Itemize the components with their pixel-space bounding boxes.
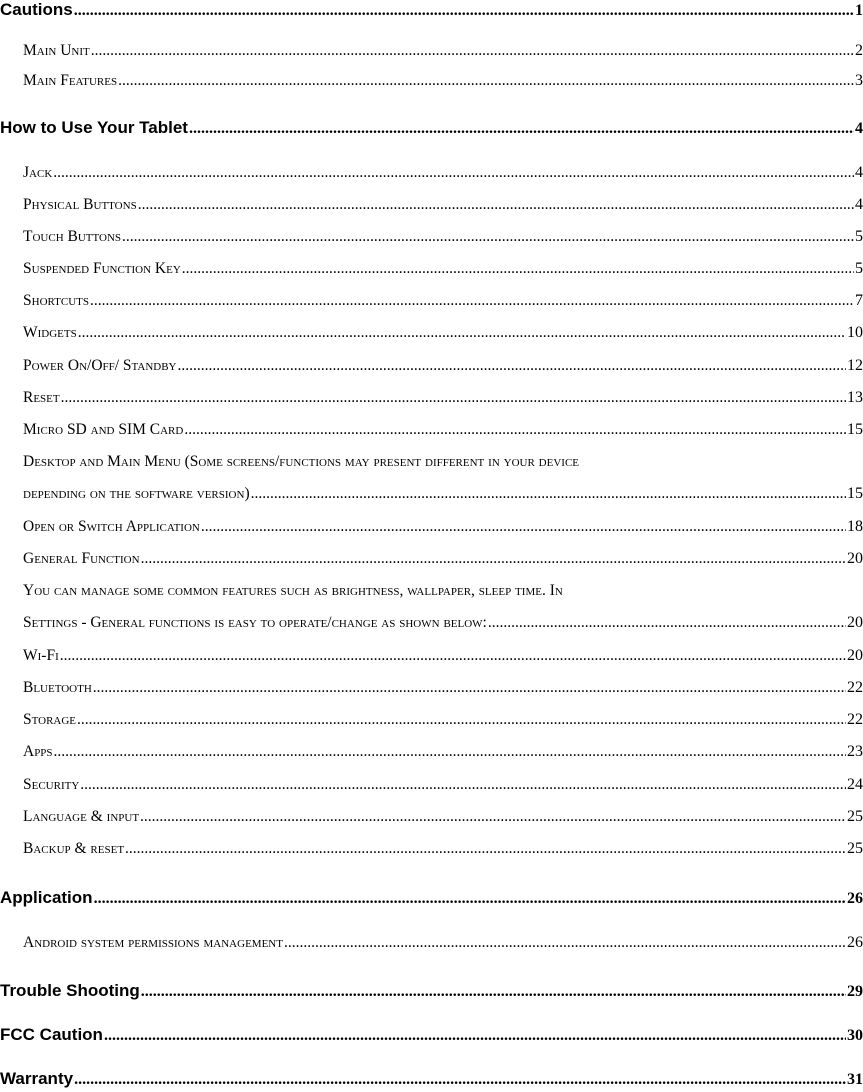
toc-page-number: 5 xyxy=(855,260,863,277)
toc-title: Reset xyxy=(23,389,60,406)
toc-title: Suspended Function Key xyxy=(23,260,181,277)
toc-entry-widgets[interactable] xyxy=(0,324,863,342)
toc-title: Language & input xyxy=(23,808,140,825)
toc-page-number: 10 xyxy=(847,324,863,341)
toc-title: Wi-Fi xyxy=(23,647,59,664)
dot-leader xyxy=(488,614,846,632)
toc-entry-jack[interactable] xyxy=(0,164,863,182)
toc-page-number: 20 xyxy=(847,550,863,567)
toc-entry-language[interactable] xyxy=(0,808,863,826)
toc-title: Bluetooth xyxy=(23,679,92,696)
dot-leader xyxy=(178,357,846,375)
toc-title: How to Use Your Tablet xyxy=(0,118,188,137)
dot-leader xyxy=(122,228,854,246)
toc-page-number: 25 xyxy=(847,840,863,857)
dot-leader xyxy=(74,1071,846,1089)
dot-leader xyxy=(60,647,846,665)
toc-entry-storage[interactable] xyxy=(0,711,863,729)
toc-page-number: 20 xyxy=(847,647,863,664)
toc-entry-security[interactable] xyxy=(0,776,863,794)
dot-leader xyxy=(54,743,846,761)
toc-entry-apps[interactable] xyxy=(0,743,863,761)
toc-entry-manage-line1[interactable]: You can manage some common features such as brightness, wallpaper, sleep time. In xyxy=(23,582,563,599)
toc-page-number: 3 xyxy=(855,72,863,89)
toc-title: Backup & reset xyxy=(23,840,125,857)
toc-page-number: 5 xyxy=(855,228,863,245)
dot-leader xyxy=(77,711,846,729)
toc-entry-cautions[interactable] xyxy=(0,0,863,20)
toc-page-number: 22 xyxy=(847,711,863,728)
toc-page-number: 12 xyxy=(847,357,863,374)
toc-entry-backup[interactable] xyxy=(0,840,863,858)
toc-title: Main Features xyxy=(23,72,118,89)
toc-entry-physical-buttons[interactable] xyxy=(0,196,863,214)
toc-title: Application xyxy=(0,888,93,907)
toc-entry-fcc-caution[interactable] xyxy=(0,1025,863,1045)
toc-entry-power[interactable] xyxy=(0,357,863,375)
dot-leader xyxy=(91,42,854,60)
dot-leader xyxy=(141,983,846,1001)
toc-entry-general-function[interactable] xyxy=(0,550,863,568)
toc-page-number: 15 xyxy=(847,421,863,438)
toc-title: Micro SD and SIM Card xyxy=(23,421,184,438)
dot-leader xyxy=(61,389,846,407)
toc-page-number: 26 xyxy=(847,934,863,951)
dot-leader xyxy=(118,72,854,90)
toc-entry-how-to-use[interactable] xyxy=(0,118,863,138)
toc-entry-suspended-function-key[interactable] xyxy=(0,260,863,278)
toc-page-number: 30 xyxy=(847,1027,863,1044)
toc-entry-manage[interactable] xyxy=(0,614,863,632)
toc-title: Physical Buttons xyxy=(23,196,137,213)
dot-leader xyxy=(182,260,854,278)
toc-entry-micro-sd[interactable] xyxy=(0,421,863,439)
toc-title: Shortcuts xyxy=(23,292,90,309)
toc-title: Jack xyxy=(23,164,53,181)
toc-page-number: 1 xyxy=(855,2,863,19)
toc-title: Android system permissions management xyxy=(23,934,283,951)
toc-page-number: 15 xyxy=(847,485,863,502)
toc-entry-main-features[interactable] xyxy=(0,72,863,90)
toc-title: Security xyxy=(23,776,80,793)
toc-title-cont: Settings - General functions is easy to operate/change as shown below: xyxy=(23,614,487,631)
dot-leader xyxy=(189,120,854,138)
toc-entry-trouble-shooting[interactable] xyxy=(0,981,863,1001)
toc-entry-touch-buttons[interactable] xyxy=(0,228,863,246)
toc-page-number: 7 xyxy=(855,292,863,309)
toc-title: FCC Caution xyxy=(0,1025,103,1044)
dot-leader xyxy=(78,324,846,342)
toc-page-number: 24 xyxy=(847,776,863,793)
toc-entry-wifi[interactable] xyxy=(0,647,863,665)
toc-title: Apps xyxy=(23,743,53,760)
toc-page-number: 26 xyxy=(847,890,863,907)
toc-page-number: 25 xyxy=(847,808,863,825)
dot-leader xyxy=(74,2,854,20)
toc-entry-shortcuts[interactable] xyxy=(0,292,863,310)
dot-leader xyxy=(104,1027,846,1045)
toc-page-number: 4 xyxy=(855,196,863,213)
toc-title: Touch Buttons xyxy=(23,228,122,245)
toc-title-cont: depending on the software version) xyxy=(23,485,250,502)
toc-title: Warranty xyxy=(0,1069,74,1088)
toc-entry-application[interactable] xyxy=(0,888,863,908)
toc-entry-main-unit[interactable] xyxy=(0,42,863,60)
toc-entry-open-switch[interactable] xyxy=(0,518,863,536)
toc-title: Storage xyxy=(23,711,77,728)
toc-page-number: 4 xyxy=(855,120,863,137)
toc-entry-bluetooth[interactable] xyxy=(0,679,863,697)
toc-title: Trouble Shooting xyxy=(0,981,140,1000)
dot-leader xyxy=(53,164,854,182)
toc-page-number: 22 xyxy=(847,679,863,696)
dot-leader xyxy=(80,776,846,794)
dot-leader xyxy=(140,808,846,826)
toc-title: Widgets xyxy=(23,324,77,341)
toc-title: Open or Switch Application xyxy=(23,518,200,535)
dot-leader xyxy=(138,196,854,214)
toc-entry-desktop-line1[interactable]: Desktop and Main Menu (Some screens/functions may present different in your device xyxy=(23,453,580,470)
dot-leader xyxy=(251,485,846,503)
toc-entry-warranty[interactable] xyxy=(0,1069,863,1089)
dot-leader xyxy=(93,679,846,697)
dot-leader xyxy=(94,890,846,908)
toc-page-number: 13 xyxy=(847,389,863,406)
toc-title: Cautions xyxy=(0,0,73,19)
toc-title: Power On/Off/ Standby xyxy=(23,357,177,374)
dot-leader xyxy=(184,421,846,439)
toc-entry-reset[interactable] xyxy=(0,389,863,407)
dot-leader xyxy=(141,550,846,568)
toc-page-number: 18 xyxy=(847,518,863,535)
toc-title: Main Unit xyxy=(23,42,90,59)
toc-entry-android-permissions[interactable] xyxy=(0,934,863,952)
toc-page-number: 2 xyxy=(855,42,863,59)
toc-page-number: 20 xyxy=(847,614,863,631)
toc-page-number: 4 xyxy=(855,164,863,181)
dot-leader xyxy=(201,518,846,536)
toc-title: General Function xyxy=(23,550,140,567)
dot-leader xyxy=(284,934,846,952)
dot-leader xyxy=(125,840,846,858)
toc-page-number: 29 xyxy=(847,983,863,1000)
toc-entry-desktop[interactable] xyxy=(0,485,863,503)
toc-page-number: 31 xyxy=(847,1071,863,1088)
toc-page-number: 23 xyxy=(847,743,863,760)
dot-leader xyxy=(90,292,854,310)
